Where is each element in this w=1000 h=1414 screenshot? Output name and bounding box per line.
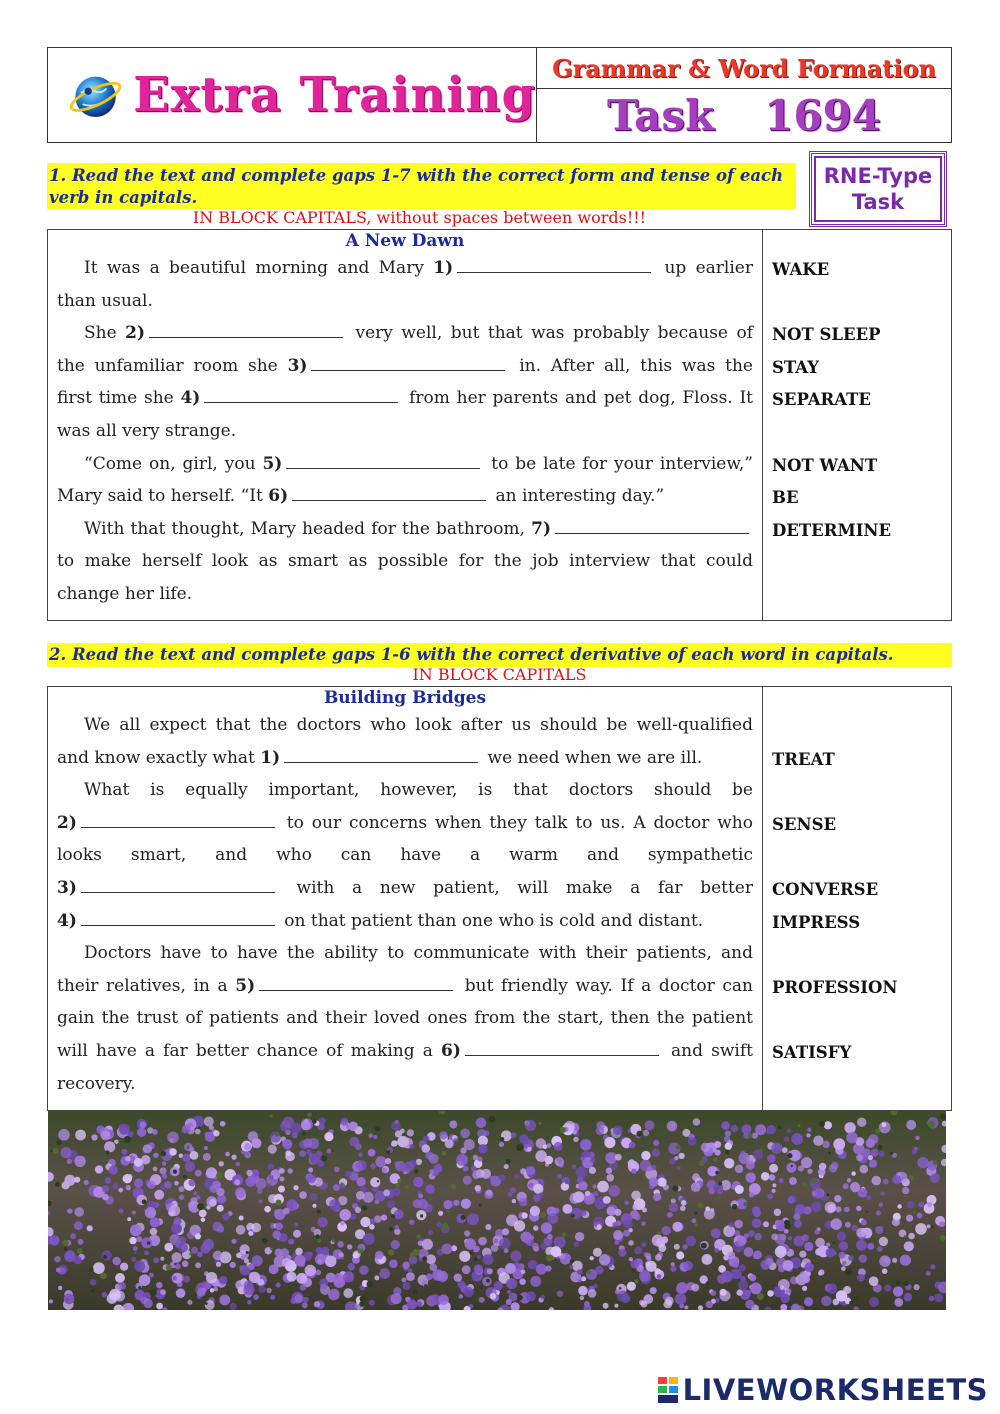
- exercise1-caps-note: IN BLOCK CAPITALS, without spaces between words!!!: [192, 208, 647, 227]
- badge-line1: RNE-Type: [823, 164, 933, 188]
- keyword: NOT WANT: [772, 456, 878, 475]
- answer-gap[interactable]: [81, 924, 275, 926]
- text-segment: and swift: [662, 1040, 753, 1061]
- keyword: DETERMINE: [772, 521, 892, 540]
- text-line: [57, 709, 753, 742]
- keyword: IMPRESS: [772, 913, 861, 932]
- text-line: [57, 415, 753, 448]
- answer-gap[interactable]: [81, 891, 275, 893]
- brand-title: Extra Training: [133, 67, 536, 123]
- text-line: [57, 480, 753, 513]
- text-line: [57, 905, 753, 938]
- exercise2-instruction: 2. Read the text and complete gaps 1-6 with the correct derivative of each word in capitals.: [47, 643, 952, 667]
- keyword: CONVERSE: [772, 880, 879, 899]
- text-line: [57, 578, 753, 611]
- liveworksheets-logo: [657, 1373, 988, 1407]
- text-line: [57, 1002, 753, 1035]
- gap-number: 2): [125, 323, 146, 344]
- answer-gap[interactable]: [457, 271, 651, 273]
- text-line: [57, 1068, 753, 1101]
- header-task-area: [537, 48, 951, 142]
- exercise2-title: Building Bridges: [323, 688, 487, 708]
- badge-line2: Task: [851, 190, 905, 214]
- text-segment: the unfamiliar room she: [57, 355, 288, 376]
- text-segment: will have a far better chance of making a: [57, 1040, 442, 1061]
- answer-gap[interactable]: [311, 369, 505, 371]
- text-line: [57, 937, 753, 970]
- text-segment: With that thought, Mary headed for the bathroom,: [84, 518, 532, 539]
- text-line: [57, 742, 753, 775]
- task-number: 1694: [764, 91, 882, 140]
- gap-number: 4): [180, 388, 201, 409]
- text-line: [57, 774, 753, 807]
- flower-photo: [48, 1111, 946, 1310]
- header-brand-area: [48, 48, 537, 142]
- gap-number: 5): [262, 453, 283, 474]
- keyword: BE: [772, 488, 799, 507]
- gap-number: 6): [441, 1040, 461, 1061]
- text-segment: up earlier: [655, 258, 753, 278]
- answer-gap[interactable]: [259, 989, 453, 991]
- exercise1-title: A New Dawn: [345, 231, 465, 251]
- keyword: SATISFY: [772, 1043, 852, 1062]
- text-segment: recovery.: [57, 1073, 136, 1094]
- answer-gap[interactable]: [292, 499, 486, 501]
- text-segment: “Come on, girl, you: [84, 453, 263, 474]
- gap-number: 2): [57, 812, 77, 833]
- keyword: SEPARATE: [772, 390, 871, 409]
- text-segment: with a new patient, will make a far better: [278, 877, 753, 898]
- text-segment: but friendly way. If a doctor can: [457, 975, 753, 996]
- text-line: [57, 317, 753, 350]
- exercise2-keywords: [763, 687, 951, 1110]
- exercise2-text: [48, 687, 763, 1110]
- text-segment: Mary said to herself. “It: [57, 486, 269, 507]
- exercise2-box: [47, 686, 952, 1111]
- answer-gap[interactable]: [284, 761, 478, 763]
- text-segment: to our concerns when they talk to us. A doctor who: [278, 812, 753, 833]
- exercise1-keywords: [763, 230, 951, 620]
- exercise1-box: [47, 229, 952, 621]
- gap-number: 4): [57, 910, 77, 931]
- task-label: Task: [606, 91, 715, 140]
- keyword: TREAT: [772, 750, 835, 769]
- keyword: WAKE: [772, 260, 830, 279]
- subject-title: Grammar & Word Formation: [552, 53, 936, 83]
- gap-number: 6): [268, 486, 289, 507]
- text-segment: gain the trust of patients and their loved ones from the start, then the patient: [57, 1008, 753, 1029]
- exercise1-text: [48, 230, 763, 620]
- text-segment: first time she: [57, 388, 181, 409]
- text-segment: We all expect that the doctors who look after us should be well-qualified: [84, 715, 753, 735]
- text-line: [57, 807, 753, 840]
- text-segment: to make herself look as smart as possible for the job interview that could: [57, 551, 753, 572]
- text-line: [57, 350, 753, 383]
- text-segment: to be late for your interview,”: [484, 453, 754, 474]
- answer-gap[interactable]: [286, 467, 480, 469]
- keyword: NOT SLEEP: [772, 325, 881, 344]
- gap-number: 5): [235, 975, 256, 996]
- text-line: [57, 872, 753, 905]
- gap-number: 3): [287, 355, 308, 376]
- text-segment: Doctors have to have the ability to communicate with their patients, and: [84, 943, 753, 964]
- answer-gap[interactable]: [81, 826, 275, 828]
- text-segment: very well, but that was probably because of: [347, 323, 753, 344]
- task-cell: [537, 89, 951, 142]
- globe-icon: [68, 66, 123, 124]
- text-segment: we need when we are ill.: [482, 747, 703, 768]
- text-segment: and know exactly what: [57, 747, 261, 768]
- text-segment: change her life.: [57, 583, 193, 604]
- text-segment: It was a beautiful morning and Mary: [84, 258, 434, 278]
- text-segment: from her parents and pet dog, Floss. It: [402, 388, 753, 409]
- keyword: STAY: [772, 358, 820, 377]
- text-segment: looks smart, and who can have a warm and sympathetic: [57, 845, 753, 866]
- text-line: [57, 382, 753, 415]
- keyword: PROFESSION: [772, 978, 898, 997]
- subject-cell: [537, 48, 951, 89]
- answer-gap[interactable]: [149, 336, 343, 338]
- text-segment: on that patient than one who is cold and distant.: [278, 910, 704, 931]
- text-line: [57, 970, 753, 1003]
- gap-number: 3): [57, 877, 77, 898]
- answer-gap[interactable]: [555, 532, 749, 534]
- text-segment: an interesting day.”: [490, 486, 665, 507]
- text-line: [57, 513, 753, 546]
- keyword: SENSE: [772, 815, 837, 834]
- liveworksheets-logo-icon: [657, 1375, 679, 1405]
- text-segment: What is equally important, however, is that doctors should be: [84, 780, 753, 801]
- liveworksheets-logo-text: LIVEWORKSHEETS: [682, 1373, 988, 1407]
- gap-number: 1): [260, 747, 281, 768]
- text-line: [57, 839, 753, 872]
- answer-gap[interactable]: [465, 1054, 659, 1056]
- worksheet-header: [47, 47, 952, 143]
- gap-number: 7): [531, 518, 551, 539]
- text-segment: than usual.: [57, 290, 153, 311]
- text-line: [57, 252, 753, 285]
- text-segment: in. After all, this was the: [509, 355, 753, 376]
- answer-gap[interactable]: [204, 401, 398, 403]
- text-segment: their relatives, in a: [57, 975, 236, 996]
- exercise2-caps-note: IN BLOCK CAPITALS: [412, 665, 587, 684]
- exercise1-instruction: 1. Read the text and complete gaps 1-7 with the correct form and tense of each verb in capitals.: [47, 163, 796, 209]
- text-line: [57, 545, 753, 578]
- text-line: [57, 1035, 753, 1068]
- rne-type-badge: [809, 151, 947, 227]
- text-line: [57, 448, 753, 481]
- gap-number: 1): [433, 258, 454, 278]
- text-segment: She: [84, 323, 126, 344]
- text-segment: was all very strange.: [57, 420, 237, 441]
- flower-image: [48, 1111, 946, 1310]
- text-line: [57, 285, 753, 318]
